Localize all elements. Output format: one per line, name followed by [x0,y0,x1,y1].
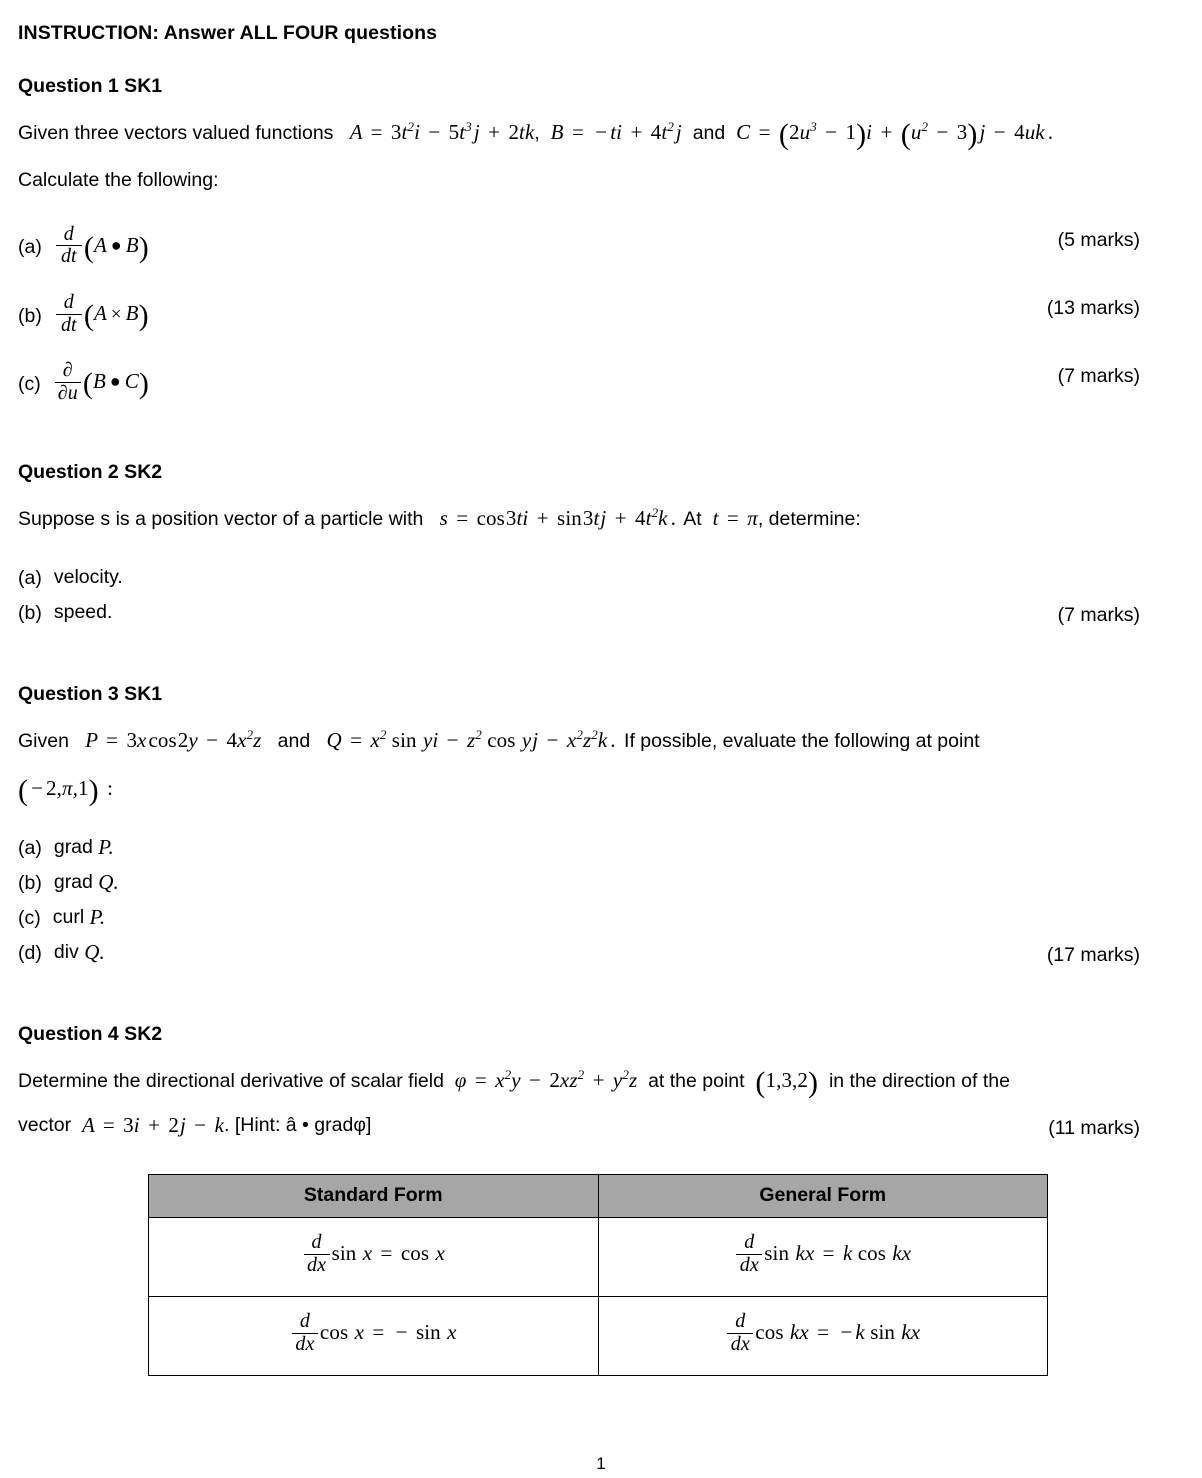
q1-item-c-marks: (7 marks) [1057,365,1140,388]
q3-item-a-label: (a) [18,836,42,859]
q1-vector-a: $A = 3t^2i - 5t^3j + 2tk$ [349,119,535,144]
table-cell-standard-sin [149,1217,599,1296]
q3-item-a [18,835,1178,860]
q1-item-b-marks: (13 marks) [1046,296,1140,319]
page-number: 1 [596,1454,606,1473]
q4-line2-lead: vector [18,1113,72,1136]
q4-text-before: Determine the directional derivative of scalar field [18,1069,444,1092]
q2-item-a [18,565,1178,590]
instruction-line: INSTRUCTION: Answer ALL FOUR questions [18,22,438,44]
q3-item-d-symbol: Q. [84,939,105,964]
question-4-heading: Question 4 SK2 [18,1022,163,1045]
general-sine-derivative-expression: $\frac{d}{dx}$ sin kx = k cos kx [734,1241,911,1265]
q2-text-before: Suppose s is a position vector of a particle with [18,508,424,531]
d-dx-fraction: $\frac{d}{dx}$ [292,1311,318,1355]
q3-item-c-text: curl [52,905,85,928]
q3-item-d [18,940,1178,967]
question-1-intro [18,116,1178,152]
q3-item-a-marks [1140,835,1178,839]
derivative-formula-table [148,1174,1048,1376]
q3-item-a-symbol: P. [98,834,114,859]
q3-item-d-text: div [53,940,79,963]
q2-item-a-marks [1140,565,1178,569]
question-1-heading: Question 1 SK1 [18,75,163,97]
general-cosine-derivative-expression: $\frac{d}{dx}$ cos kx = − k sin kx [725,1320,920,1344]
q3-item-a-text: grad [53,835,93,858]
q2-item-b [18,600,1178,627]
q1-intro-lead: Given three vectors valued functions [18,122,334,144]
question-4-line-2 [18,1113,1178,1140]
q1-item-c-expression: $\frac{\partial}{\partial u}$ (B ● C) [53,361,149,405]
q3-point-value: ( − 2,π,1) : [18,774,113,808]
standard-sine-derivative-expression: $\frac{d}{dx}$ sin x = cos x [302,1241,445,1265]
q2-condition: t = π [712,506,758,531]
derivative-formula-table-wrapper [18,1174,1178,1376]
standard-cosine-derivative-expression: $\frac{d}{dx}$ cos x = − sin x [290,1320,457,1344]
q4-text-mid: at the point [648,1069,745,1092]
table-header-row [149,1174,1048,1217]
q3-conj: and [277,729,311,752]
table-header-standard-form: Standard Form [149,1174,599,1217]
q3-item-b [18,870,1178,895]
question-3-intro [18,724,1178,757]
q3-item-b-symbol: Q. [98,869,119,894]
q3-field-q: $Q = x^2$ sin yi − $z^2$ cos yj − $x^2z^2k$ . [326,726,616,752]
d-dx-fraction: $\frac{d}{dx}$ [727,1311,753,1355]
q1-item-a-marks: (5 marks) [1057,228,1140,251]
q3-item-b-text: grad [53,870,93,893]
q4-scalar-field: $\varphi = x^2y - 2xz^2 + y^2z$ [454,1066,638,1092]
q2-position-vector: $s = \cos 3ti + \sin 3tj + 4t^2k$ . [439,505,676,531]
d-dx-fraction: $\frac{d}{dx}$ [736,1232,762,1276]
question-3-heading: Question 3 SK1 [18,682,163,705]
q3-item-b-label: (b) [18,871,42,894]
table-header-general-form: General Form [598,1174,1048,1217]
table-cell-general-cos [598,1296,1048,1375]
q1-item-a [18,222,1178,269]
q2-item-a-text: velocity. [53,565,123,588]
q2-item-b-text: speed. [53,600,113,623]
q1-sep-1: , [534,122,540,144]
q3-item-c-marks [1140,905,1178,909]
table-cell-general-sin [598,1217,1048,1296]
q1-item-c [18,361,1178,405]
q3-item-c [18,905,1178,930]
q3-item-b-marks [1140,870,1178,874]
q3-item-c-label: (c) [18,906,41,929]
q3-item-c-symbol: P. [89,904,106,929]
q1-conj: and [692,122,726,144]
q3-tail: If possible, evaluate the following at point [624,729,980,752]
derivative-d-dt-fraction: $\frac{d}{dt}$ [56,224,82,268]
q3-field-p: $P = 3xcos2y - 4x^2z$ [85,726,262,752]
q1-item-b [18,290,1178,337]
q1-item-c-label: (c) [18,372,41,395]
q1-item-b-label: (b) [18,304,42,327]
question-2-intro [18,502,1178,535]
question-4-line-1 [18,1064,1178,1100]
q2-text-mid: At [683,508,702,531]
q1-item-a-label: (a) [18,236,42,259]
q1-item-a-expression: $\frac{d}{dt}$ (A ● B) [54,225,149,269]
question-3-point [18,772,1178,808]
table-row [149,1296,1048,1375]
table-row [149,1217,1048,1296]
q4-point: (1,3,2) [755,1066,819,1100]
q4-marks: (11 marks) [1048,1116,1140,1139]
q4-hint: . [Hint: â • gradφ] [224,1113,372,1136]
q3-lead: Given [18,729,69,752]
partial-derivative-d-du-fraction: $\frac{\partial}{\partial u}$ [55,360,81,404]
q3-item-d-marks: (17 marks) [1046,943,1140,966]
question-1-calculate-line: Calculate the following: [18,168,219,191]
q2-item-a-label: (a) [18,566,42,589]
q2-item-b-label: (b) [18,601,42,624]
q2-item-b-marks: (7 marks) [1057,603,1140,626]
q1-vector-b: B = − ti + $4t^2j$ [550,119,682,144]
question-2-heading: Question 2 SK2 [18,461,163,484]
derivative-d-dt-fraction: $\frac{d}{dt}$ [56,292,82,336]
q3-item-d-label: (d) [18,941,42,964]
d-dx-fraction: $\frac{d}{dx}$ [304,1232,330,1276]
q4-vector-a: A = 3i + 2j − k [81,1112,225,1137]
q4-text-after: in the direction of the [828,1069,1010,1092]
q2-text-after: , determine: [757,508,861,531]
q1-item-b-expression: $\frac{d}{dt}$ (A × B) [54,293,149,337]
q1-vector-c: $C = (2u^3 - 1)i + (u^2 - 3)j - 4uk$ . [736,118,1054,152]
table-cell-standard-cos [149,1296,599,1375]
